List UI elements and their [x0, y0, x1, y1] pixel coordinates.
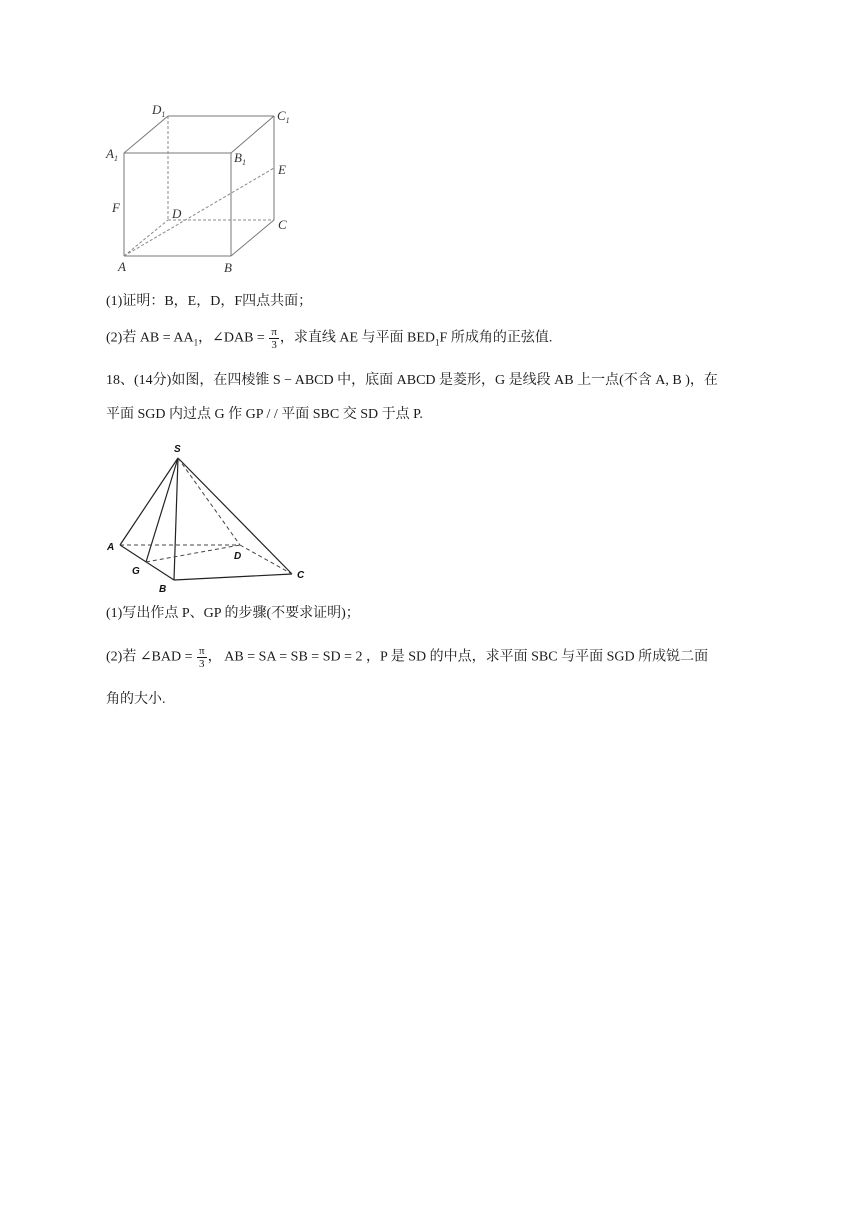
- label-A1: $A_1$: [106, 146, 118, 163]
- label-G: G: [132, 566, 140, 577]
- fraction-pi-over-3: $\frac{\pi}{3}$: [271, 326, 277, 351]
- label-A: A: [118, 259, 126, 274]
- label-C: C: [278, 217, 287, 232]
- segment-A-E: [124, 168, 274, 256]
- edge-D-C: [240, 545, 292, 574]
- edge-S-B: [174, 458, 178, 580]
- label-B: B: [159, 584, 167, 595]
- label-D1: $D_1$: [152, 102, 166, 119]
- label-C1: $C_1$: [277, 108, 290, 125]
- q18-intro-line1: 18、(14分)如图，在四棱锥 S − ABCD 中，底面 ABCD 是菱形，G 是线段 AB 上一点(不含 A, B )，在: [106, 373, 718, 388]
- label-C: C: [297, 570, 305, 581]
- segment-G-D: [146, 545, 240, 562]
- q17-part2: (2)若 AB = $AA_1$，∠DAB = $\frac{\pi}{3}$ ，求直线 AE 与平面 $BED_1F$ 所成角的正弦值.: [106, 326, 553, 351]
- edge-B1-C1: [231, 116, 274, 153]
- label-D: D: [172, 206, 182, 221]
- fraction-pi-over-3: $\frac{\pi}{3}$: [199, 645, 205, 670]
- edge-A1-D1: [124, 116, 168, 153]
- edge-A-D: [124, 220, 168, 256]
- q18-part1: (1)写出作点 P、GP 的步骤(不要求证明)；: [106, 606, 360, 621]
- q18-part2: (2)若 ∠BAD = $\frac{\pi}{3}$ ， AB = SA = SB = SD = 2 ，P 是 SD 的中点，求平面 SBC 与平面 SGD 所成锐二面: [106, 645, 709, 670]
- edge-B-C: [231, 220, 274, 256]
- label-B: B: [224, 260, 232, 275]
- edge-S-A: [120, 458, 178, 545]
- label-S: S: [174, 444, 181, 455]
- label-F: F: [112, 200, 120, 215]
- q18-intro-line2: 平面 SGD 内过点 G 作 GP / / 平面 SBC 交 SD 于点 P.: [106, 407, 423, 422]
- label-B1: $B_1$: [234, 150, 246, 167]
- label-A: A: [107, 542, 115, 553]
- label-E: E: [278, 162, 286, 177]
- cube-figure: [100, 98, 300, 278]
- edge-A-B: [120, 545, 174, 580]
- q17-part1: (1)证明：B，E，D，F四点共面；: [106, 294, 313, 309]
- edge-B-C: [174, 574, 292, 580]
- edge-S-G: [146, 458, 178, 562]
- pyramid-figure: [102, 440, 312, 595]
- edge-S-D: [178, 458, 240, 545]
- label-D: D: [234, 551, 242, 562]
- q18-part2-line2: 角的大小.: [106, 692, 166, 707]
